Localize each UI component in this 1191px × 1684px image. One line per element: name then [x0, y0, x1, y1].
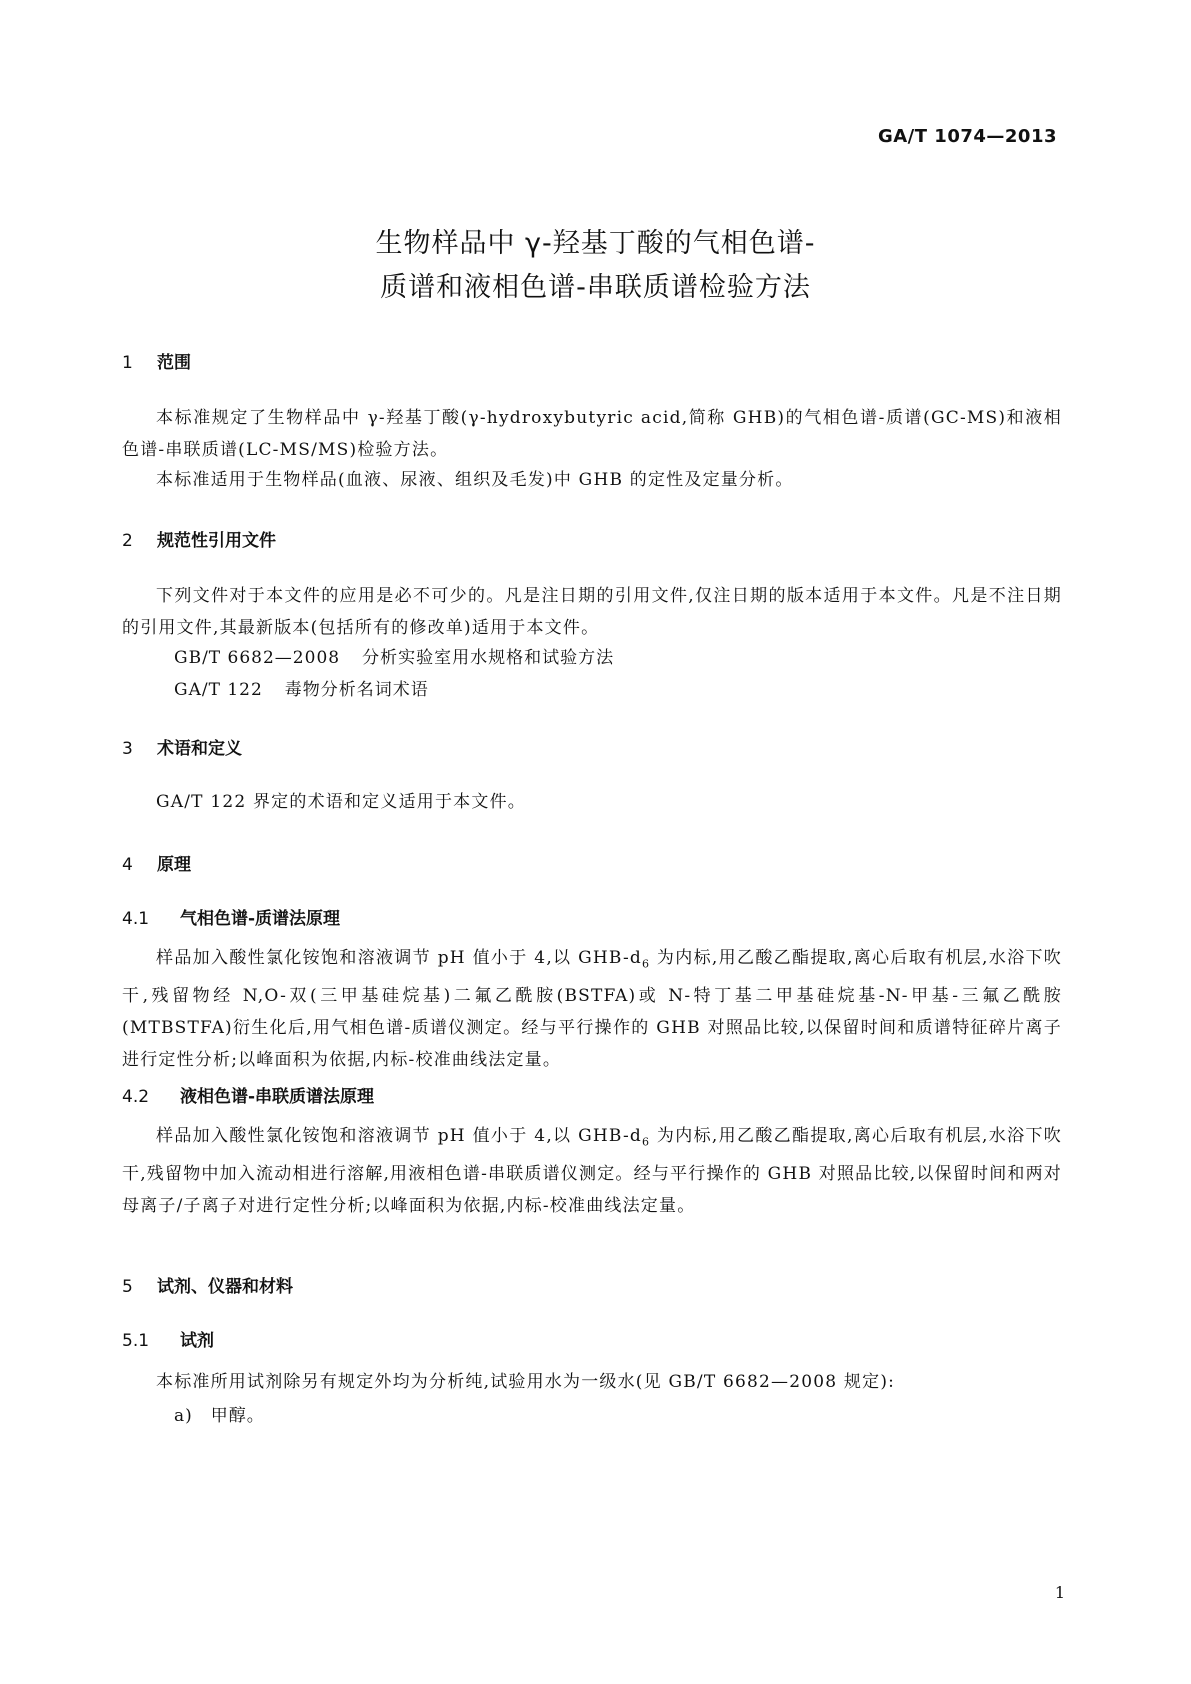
- subscript: 6: [641, 957, 651, 971]
- section-4-1-paragraph: [122, 942, 1062, 1076]
- section-title: 试剂: [180, 1331, 214, 1351]
- reference-code: GB/T 6682—2008: [174, 648, 341, 668]
- section-number: 1: [122, 353, 133, 373]
- section-number: 4.2: [122, 1087, 150, 1107]
- section-4-2-heading: [122, 1082, 374, 1107]
- reference-item: [174, 674, 429, 706]
- section-2-paragraph-1: 下列文件对于本文件的应用是必不可少的。凡是注日期的引用文件,仅注日期的版本适用于本文件。凡是不注日期的引用文件,其最新版本(包括所有的修改单)适用于本文件。: [122, 586, 1062, 638]
- section-4-1-heading: [122, 904, 340, 929]
- section-number: 4: [122, 855, 133, 875]
- paragraph-text: 为内标,用乙酸乙酯提取,离心后取有机层,水浴下吹干,残留物经 N,O-双(三甲基硅烷基)二氟乙酰胺(BSTFA)或 N-特丁基二甲基硅烷基-N-甲基-三氟乙酰胺(MTBSTFA)衍生化后,用气相色谱-质谱仪测定。经与平行操作的 GHB 对照品比较,以保留时间和质谱特征碎片离子进行定性分析;以峰面积为依据,内标-校准曲线法定量。: [122, 948, 1062, 1071]
- section-title: 术语和定义: [157, 739, 242, 759]
- section-title: 试剂、仪器和材料: [157, 1277, 293, 1297]
- subscript: 6: [641, 1135, 651, 1149]
- section-3-paragraph-1: GA/T 122 界定的术语和定义适用于本文件。: [156, 792, 526, 812]
- section-1-paragraph-1: 本标准规定了生物样品中 γ-羟基丁酸(γ-hydroxybutyric acid,简称 GHB)的气相色谱-质谱(GC-MS)和液相色谱-串联质谱(LC-MS/MS)检验方法。: [122, 408, 1062, 460]
- section-4-heading: [122, 850, 191, 875]
- section-title: 液相色谱-串联质谱法原理: [180, 1087, 375, 1107]
- section-1-paragraph-2: 本标准适用于生物样品(血液、尿液、组织及毛发)中 GHB 的定性及定量分析。: [156, 470, 794, 490]
- standard-code: GA/T 1074—2013: [877, 126, 1057, 147]
- section-5-1-paragraph: 本标准所用试剂除另有规定外均为分析纯,试验用水为一级水(见 GB/T 6682—2008 规定):: [156, 1372, 896, 1392]
- reference-name: 分析实验室用水规格和试验方法: [362, 648, 615, 668]
- section-2-heading: [122, 526, 276, 551]
- section-4-2-paragraph: [122, 1120, 1062, 1222]
- paragraph-text: 为内标,用乙酸乙酯提取,离心后取有机层,水浴下吹干,残留物中加入流动相进行溶解,用液相色谱-串联质谱仪测定。经与平行操作的 GHB 对照品比较,以保留时间和两对母离子/子离子对进行定性分析;以峰面积为依据,内标-校准曲线法定量。: [122, 1126, 1062, 1217]
- section-number: 3: [122, 739, 133, 759]
- section-5-heading: [122, 1272, 293, 1297]
- section-1-heading: [122, 348, 191, 373]
- section-number: 4.1: [122, 909, 150, 929]
- section-title: 气相色谱-质谱法原理: [180, 909, 341, 929]
- section-number: 5: [122, 1277, 133, 1297]
- section-number: 5.1: [122, 1331, 150, 1351]
- section-3-heading: [122, 734, 242, 759]
- title-line-2: 质谱和液相色谱-串联质谱检验方法: [380, 272, 811, 303]
- page-number: 1: [1054, 1583, 1065, 1602]
- section-title: 规范性引用文件: [157, 531, 276, 551]
- document-title: [0, 222, 1191, 310]
- reference-code: GA/T 122: [174, 680, 263, 700]
- list-item: a) 甲醇。: [174, 1406, 265, 1426]
- section-title: 原理: [157, 855, 191, 875]
- paragraph-text: 样品加入酸性氯化铵饱和溶液调节 pH 值小于 4,以 GHB-d: [156, 1126, 642, 1146]
- section-title: 范围: [157, 353, 191, 373]
- reference-name: 毒物分析名词术语: [284, 680, 429, 700]
- section-5-1-heading: [122, 1326, 214, 1351]
- title-line-1: 生物样品中 γ-羟基丁酸的气相色谱-: [375, 228, 816, 259]
- paragraph-text: 样品加入酸性氯化铵饱和溶液调节 pH 值小于 4,以 GHB-d: [156, 948, 642, 968]
- section-number: 2: [122, 531, 133, 551]
- reference-item: [174, 642, 614, 674]
